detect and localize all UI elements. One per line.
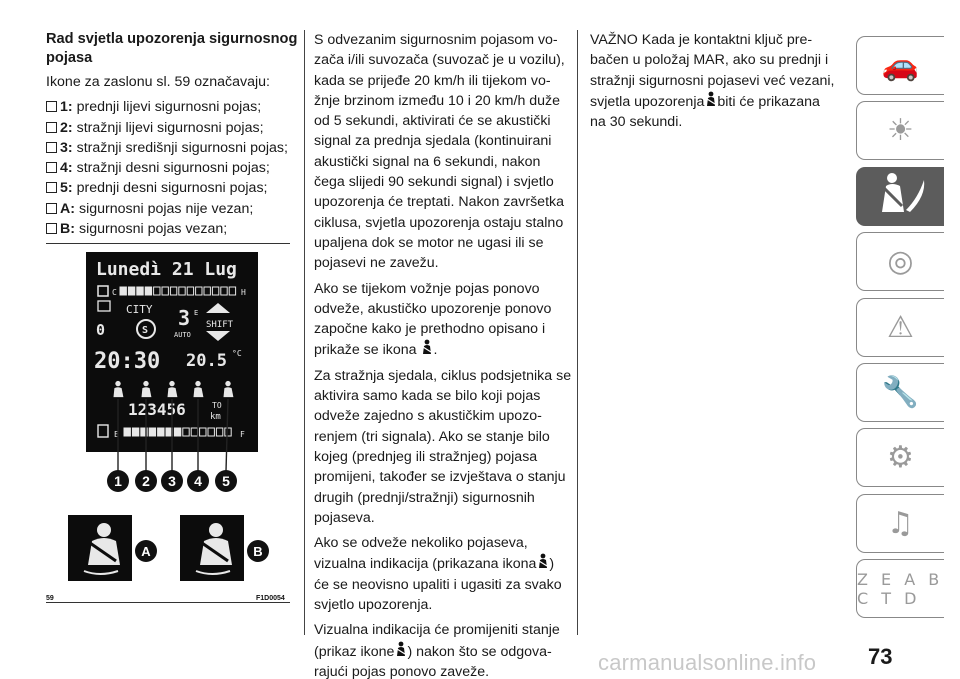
legend-item (46, 97, 298, 117)
legend-key: 3: (60, 139, 73, 156)
legend-item (46, 118, 298, 138)
legend-text: stražnji središnji sigurnosni pojas; (76, 139, 288, 156)
instrument-display-figure (46, 243, 290, 608)
paragraph-3: Za stražnja sjedala, ciklus podsjetnika se aktivira samo kada se bilo koji pojas odveže zajedno s akustičkim upozo-renjem (tri signala). Ako se stanje bilo kojeg (prednjeg ili stražnjeg) pojasa promijeni, također se izvještava o stanju drugih (prednji/stražnji) sigurnosnih pojaseva. (314, 367, 572, 526)
paragraph-4-end: ) će se neovisno upaliti i ugasiti za svako svjetlo upozorenja. (314, 556, 562, 614)
maintenance-icon: 🔧 (881, 374, 920, 410)
chapter-tab-emergency[interactable] (856, 298, 944, 357)
bar-c: C (112, 288, 117, 297)
lcd-shift: SHIFT (206, 320, 234, 330)
belt-state-A (68, 515, 157, 581)
callout-5 (215, 470, 237, 492)
chapter-sidebar (856, 36, 944, 625)
legend-text: stražnji desni sigurnosni pojas; (76, 160, 270, 177)
callout-label: 1 (114, 473, 122, 489)
column-2 (314, 30, 572, 679)
lcd-odo-left: 0 (96, 321, 106, 339)
figure-bottom-rule (46, 602, 290, 603)
paragraph-4 (314, 533, 572, 615)
start-stop-letter: S (142, 325, 149, 336)
callout-markers (107, 470, 237, 492)
callout-label: 4 (194, 473, 202, 489)
bar-h: H (241, 288, 246, 297)
legend-key: 1: (60, 99, 73, 116)
checkbox-bullet-icon (46, 203, 57, 214)
chapter-tab-maintenance[interactable] (856, 363, 944, 422)
seatbelt-warning-icon (394, 641, 407, 657)
lcd-fuel-e: E (114, 430, 119, 439)
paragraph-5-text: Vizualna indikacija će promijeniti stanje (prikaz ikone (314, 622, 560, 660)
legend-key: A: (60, 200, 75, 217)
panel-label: A (141, 544, 151, 559)
seatbelt-warning-icon (420, 339, 433, 355)
lcd-km: km (210, 412, 221, 422)
car-info-icon: 🚗 (881, 48, 920, 83)
panel-label: B (253, 544, 263, 559)
legend-key: B: (60, 221, 75, 238)
chapter-tab-index[interactable] (856, 559, 944, 618)
paragraph-2-end: . (433, 342, 438, 359)
bar-segment (145, 287, 151, 295)
section-heading: Rad svjetla upozorenja sigurnosnog pojasa (46, 31, 298, 66)
seatbelt-airbag-icon (874, 170, 928, 222)
checkbox-bullet-icon (46, 223, 57, 234)
warning-lights-icon: ☀ (887, 113, 914, 149)
multimedia-icon: ♫ (887, 505, 914, 541)
lcd-km-value: 123456 (128, 400, 186, 419)
lcd-temp-unit: °C (232, 349, 242, 358)
bar-segment (132, 428, 138, 436)
checkbox-bullet-icon (46, 122, 57, 133)
lcd-to: TO (212, 401, 222, 410)
lcd-city: CITY (126, 303, 153, 316)
lcd-time: 20:30 (94, 349, 161, 374)
paragraph-2-text: Ako se tijekom vožnje pojas ponovo odveže, akustičko upozorenje ponovo započne kako je prethodno opisano i prikaže se ikona (314, 280, 552, 359)
legend-key: 4: (60, 160, 73, 177)
legend-list (46, 97, 298, 239)
bar-segment (137, 287, 143, 295)
callout-4 (187, 470, 209, 492)
checkbox-bullet-icon (46, 101, 57, 112)
checkbox-bullet-icon (46, 162, 57, 173)
legend-text: sigurnosni pojas vezan; (78, 221, 228, 238)
figure-number: 59 (46, 595, 54, 602)
lcd-temp: 20.5 (186, 351, 227, 371)
emergency-icon: ⚠ (887, 309, 914, 345)
bar-segment (128, 287, 134, 295)
chapter-tab-technical-data[interactable] (856, 428, 944, 487)
legend-key: 5: (60, 180, 73, 197)
callout-label: 2 (142, 473, 150, 489)
callout-2 (135, 470, 157, 492)
bar-segment (158, 428, 164, 436)
figure-code: F1D0054 (256, 595, 285, 602)
checkbox-bullet-icon (46, 182, 57, 193)
legend-item (46, 199, 298, 219)
index-icon: Z E A B C T D (857, 569, 944, 608)
legend-item (46, 178, 298, 198)
legend-text: prednji desni sigurnosni pojas; (76, 180, 268, 197)
legend-item (46, 219, 298, 239)
lcd-auto: AUTO (174, 331, 191, 339)
chapter-tab-multimedia[interactable] (856, 494, 944, 553)
paragraph-2 (314, 279, 572, 361)
chapter-tab-car-info[interactable] (856, 36, 944, 95)
paragraph-5 (314, 620, 572, 679)
callout-1 (107, 470, 129, 492)
paragraph-1: S odvezanim sigurnosnim pojasom vo-zača i/ili suvozača (suvozač je u vozilu), kada se prijeđe 20 km/h ili tijekom vo-žnje brzinom između 10 i 20 km/h duže od 5 sekundi, aktivirati će se akustički signal za prednja sjedala (kontinuirani akustički signal na 6 sekundi, nakon čega slijedi 90 sekundi signal) i svjetlo upozorenja će treptati. Nakon završetka ciklusa, svjetla upozorenja ostaju stalno upaljena dok se motor ne ugasi ili se pojasevi ne zavežu. (314, 32, 565, 272)
intro-text: Ikone za zaslonu sl. 59 označavaju: (46, 74, 270, 90)
watermark: carmanualsonline.info (598, 650, 817, 675)
bar-segment (149, 428, 155, 436)
legend-key: 2: (60, 119, 73, 136)
important-note (590, 30, 838, 132)
legend-text: sigurnosni pojas nije vezan; (78, 200, 254, 217)
column-3 (590, 30, 838, 137)
chapter-tab-seatbelt-airbag[interactable] (856, 167, 944, 226)
lcd-gear: 3 (178, 306, 191, 330)
checkbox-bullet-icon (46, 142, 57, 153)
chapter-tab-warning-lights[interactable] (856, 101, 944, 160)
paragraph-5-end: ) nakon što se odgova-rajući pojas ponovo zaveže. (314, 643, 552, 679)
belt-state-B (180, 515, 269, 581)
callout-label: 3 (168, 473, 176, 489)
technical-data-icon: ⚙ (887, 440, 914, 476)
important-note-end: biti će prikazana na 30 sekundi. (590, 93, 820, 131)
column-divider-2 (577, 30, 578, 635)
legend-item (46, 138, 298, 158)
callout-3 (161, 470, 183, 492)
belt-state-panels (68, 515, 269, 581)
column-1 (46, 30, 298, 239)
important-note-text: VAŽNO Kada je kontaktni ključ pre-bačen u položaj MAR, ako su prednji i stražnji sigurnosni pojasevi već vezani, svjetla upozorenja (590, 32, 835, 110)
paragraph-4-text: Ako se odveže nekoliko pojaseva, vizualna indikacija (prikazana ikona (314, 535, 537, 573)
starting-driving-icon: ◎ (887, 244, 914, 280)
seatbelt-warning-icon (704, 91, 717, 107)
legend-text: stražnji lijevi sigurnosni pojas; (76, 119, 264, 136)
seatbelt-warning-icon (536, 553, 549, 569)
column-divider-1 (304, 30, 305, 635)
bar-segment (120, 287, 126, 295)
page-number: 73 (868, 644, 893, 669)
lcd-fuel-f: F (240, 430, 245, 439)
lcd-date: Lunedì 21 Lug (96, 259, 237, 280)
bar-segment (174, 428, 180, 436)
legend-item (46, 158, 298, 178)
chapter-tab-starting-driving[interactable] (856, 232, 944, 291)
bar-segment (124, 428, 130, 436)
lcd-gear-e: E (194, 309, 199, 317)
legend-text: prednji lijevi sigurnosni pojas; (76, 99, 262, 116)
callout-label: 5 (222, 473, 230, 489)
